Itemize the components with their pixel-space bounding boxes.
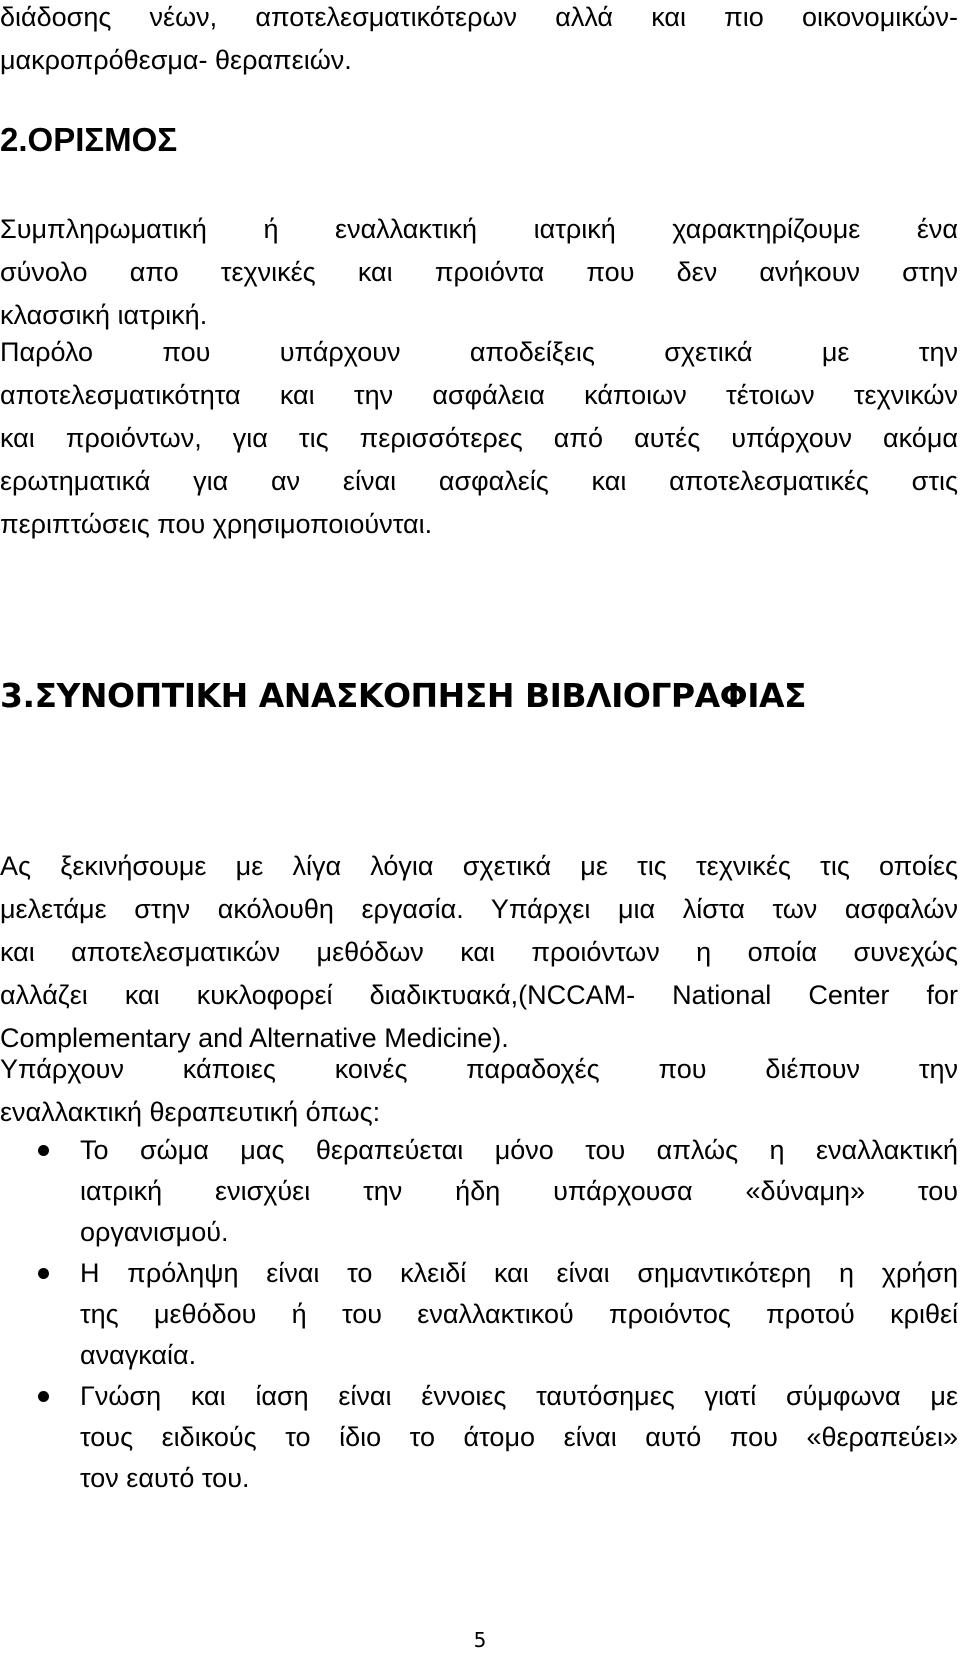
literature-paragraph [0, 845, 958, 1060]
page-number: 5 [473, 1628, 487, 1652]
intro-paragraph [0, 0, 958, 82]
text-line: τον εαυτό του. [80, 1463, 250, 1493]
text-line: Το σώμα μας θεραπεύεται μόνο του απλώς η εναλλακτική [80, 1135, 958, 1165]
text-line: τους ειδικούς το ίδιο το άτομο είναι αυτό που «θεραπεύει» [80, 1422, 958, 1452]
list-item [0, 1130, 958, 1253]
text-line: Υπάρχουν κάποιες κοινές παραδοχές που διέπουν την [0, 1054, 958, 1084]
assumptions-paragraph [0, 1048, 958, 1134]
section-heading-definition: 2.ΟΡΙΣΜΟΣ [0, 121, 178, 158]
text-line: Παρόλο που υπάρχουν αποδείξεις σχετικά με την [0, 337, 958, 367]
text-line: της μεθόδου ή του εναλλακτικού προιόντος προτού κριθεί [80, 1299, 958, 1329]
text-line: αναγκαία. [80, 1340, 197, 1370]
assumptions-list [0, 1130, 958, 1499]
bullet-icon [38, 1145, 49, 1156]
text-line: Ας ξεκινήσουμε με λίγα λόγια σχετικά με τις τεχνικές τις οποίες [0, 851, 958, 881]
evidence-paragraph [0, 331, 958, 546]
text-line: διάδοσης νέων, αποτελεσματικότερων αλλά και πιο οικονομικών- [0, 2, 958, 32]
bullet-icon [38, 1391, 49, 1402]
text-line: ιατρική ενισχύει την ήδη υπάρχουσα «δύναμη» του [80, 1176, 958, 1206]
text-line: ερωτηματικά για αν είναι ασφαλείς και αποτελεσματικές στις [0, 466, 958, 496]
text-line: οργανισμού. [80, 1217, 229, 1247]
text-line: αλλάζει και κυκλοφορεί διαδικτυακά,(NCCAM- National Center for [0, 980, 958, 1010]
text-line: Η πρόληψη είναι το κλειδί και είναι σημαντικότερη η χρήση [80, 1258, 958, 1288]
text-line: εναλλακτική θεραπευτική όπως: [0, 1097, 381, 1127]
text-line: Γνώση και ίαση είναι έννοιες ταυτόσημες γιατί σύμφωνα με [80, 1381, 958, 1411]
text-line: Complementary and Alternative Medicine). [0, 1023, 509, 1053]
text-line: μακροπρόθεσμα- θεραπειών. [0, 45, 352, 75]
bullet-icon [38, 1268, 49, 1279]
list-item [0, 1376, 958, 1499]
text-line: Συμπληρωματική ή εναλλακτική ιατρική χαρακτηρίζουμε ένα [0, 214, 958, 244]
list-item [0, 1253, 958, 1376]
text-line: αποτελεσματικότητα και την ασφάλεια κάποιων τέτοιων τεχνικών [0, 380, 958, 410]
text-line: σύνολο απο τεχνικές και προιόντα που δεν ανήκουν στην [0, 257, 958, 287]
section-heading-literature-review: 3.ΣΥΝΟΠΤΙΚΗ ΑΝΑΣΚΟΠΗΣΗ ΒΙΒΛΙΟΓΡΑΦΙΑΣ [0, 676, 807, 715]
definition-paragraph [0, 208, 958, 337]
text-line: περιπτώσεις που χρησιμοποιούνται. [0, 509, 433, 539]
text-line: και αποτελεσματικών μεθόδων και προιόντων η οποία συνεχώς [0, 937, 958, 967]
text-line: και προιόντων, για τις περισσότερες από αυτές υπάρχουν ακόμα [0, 423, 958, 453]
text-line: κλασσική ιατρική. [0, 300, 208, 330]
text-line: μελετάμε στην ακόλουθη εργασία. Υπάρχει μια λίστα των ασφαλών [0, 894, 958, 924]
